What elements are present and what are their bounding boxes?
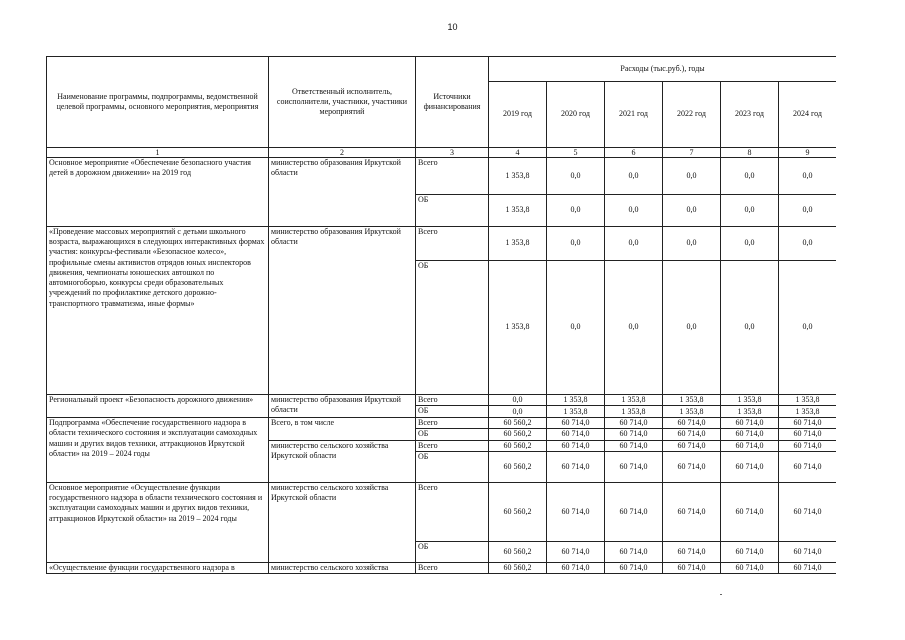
row-value: 60 714,0 xyxy=(547,429,605,440)
row-value: 0,0 xyxy=(663,227,721,261)
row-value: 60 714,0 xyxy=(721,451,779,482)
row-value: 0,0 xyxy=(489,395,547,406)
row-value: 1 353,8 xyxy=(605,406,663,418)
column-index: 6 xyxy=(605,148,663,158)
row-source: ОБ xyxy=(416,451,489,482)
row-value: 60 714,0 xyxy=(721,440,779,451)
row-value: 60 714,0 xyxy=(779,429,837,440)
row-value: 0,0 xyxy=(721,158,779,195)
row-value: 0,0 xyxy=(721,195,779,227)
column-index: 4 xyxy=(489,148,547,158)
row-value: 60 714,0 xyxy=(547,440,605,451)
row-value: 0,0 xyxy=(547,227,605,261)
header-year: 2022 год xyxy=(663,82,721,148)
row-source: ОБ xyxy=(416,429,489,440)
row-name: Основное мероприятие «Осуществление функции государственного надзора в области технического состояния и эксплуатации самоходных машин и других видов техники, аттракционов Иркутской области» на 2019 – 2024 годы xyxy=(47,482,269,562)
row-source: Всего xyxy=(416,158,489,195)
row-value: 0,0 xyxy=(721,261,779,395)
header-expenses: Расходы (тыс.руб.), годы xyxy=(489,57,837,82)
row-value: 60 714,0 xyxy=(779,418,837,429)
row-executor: министерство сельского хозяйства Иркутской области xyxy=(269,482,416,562)
row-value: 60 714,0 xyxy=(663,562,721,573)
row-value: 1 353,8 xyxy=(663,406,721,418)
header-year: 2021 год xyxy=(605,82,663,148)
row-value: 60 714,0 xyxy=(721,482,779,541)
header-row xyxy=(47,57,837,82)
column-index: 9 xyxy=(779,148,837,158)
row-value: 60 560,2 xyxy=(489,541,547,562)
column-index: 2 xyxy=(269,148,416,158)
row-value: 0,0 xyxy=(605,158,663,195)
row-value: 0,0 xyxy=(663,261,721,395)
row-executor: министерство сельского хозяйства xyxy=(269,562,416,573)
row-value: 60 714,0 xyxy=(663,429,721,440)
row-value: 0,0 xyxy=(605,261,663,395)
row-value: 0,0 xyxy=(547,195,605,227)
row-source: Всего xyxy=(416,482,489,541)
row-value: 60 714,0 xyxy=(605,418,663,429)
row-value: 1 353,8 xyxy=(721,395,779,406)
row-value: 0,0 xyxy=(721,227,779,261)
column-index-row xyxy=(47,148,837,158)
row-value: 1 353,8 xyxy=(605,395,663,406)
row-value: 60 714,0 xyxy=(547,562,605,573)
header-source: Источники финансирования xyxy=(416,57,489,148)
row-source: Всего xyxy=(416,440,489,451)
row-value: 60 560,2 xyxy=(489,562,547,573)
row-value: 1 353,8 xyxy=(547,406,605,418)
table-row xyxy=(47,482,837,541)
row-source: ОБ xyxy=(416,541,489,562)
row-value: 0,0 xyxy=(779,158,837,195)
row-value: 0,0 xyxy=(779,227,837,261)
row-value: 60 714,0 xyxy=(547,541,605,562)
table-row xyxy=(47,562,837,573)
row-source: Всего xyxy=(416,562,489,573)
column-index: 5 xyxy=(547,148,605,158)
row-source: Всего xyxy=(416,227,489,261)
row-value: 60 714,0 xyxy=(605,429,663,440)
header-name: Наименование программы, подпрограммы, ведомственной целевой программы, основного мероприятия, мероприятия xyxy=(47,57,269,148)
row-value: 60 714,0 xyxy=(663,418,721,429)
column-index: 1 xyxy=(47,148,269,158)
row-value: 60 714,0 xyxy=(605,562,663,573)
table-row xyxy=(47,418,837,429)
row-name: Региональный проект «Безопасность дорожного движения» xyxy=(47,395,269,418)
row-name: «Осуществление функции государственного надзора в xyxy=(47,562,269,573)
header-year: 2019 год xyxy=(489,82,547,148)
row-name: Подпрограмма «Обеспечение государственного надзора в области технического состояния и эксплуатации самоходных машин и других видов техники, аттракционов Иркутской области» на 2019 – 2024 годы xyxy=(47,418,269,483)
row-value: 0,0 xyxy=(605,227,663,261)
column-index: 3 xyxy=(416,148,489,158)
row-source: ОБ xyxy=(416,406,489,418)
row-value: 1 353,8 xyxy=(779,395,837,406)
row-value: 60 714,0 xyxy=(779,541,837,562)
row-value: 60 714,0 xyxy=(605,440,663,451)
row-value: 60 560,2 xyxy=(489,482,547,541)
row-value: 1 353,8 xyxy=(547,395,605,406)
row-source: ОБ xyxy=(416,261,489,395)
table-row xyxy=(47,227,837,261)
row-value: 60 714,0 xyxy=(721,562,779,573)
row-executor: министерство образования Иркутской области xyxy=(269,158,416,227)
row-value: 0,0 xyxy=(663,158,721,195)
budget-sheet xyxy=(46,56,836,592)
row-value: 0,0 xyxy=(547,261,605,395)
row-value: 60 714,0 xyxy=(605,482,663,541)
page-number: 10 xyxy=(447,22,458,32)
row-value: 0,0 xyxy=(663,195,721,227)
row-value: 60 714,0 xyxy=(721,541,779,562)
row-value: 60 714,0 xyxy=(663,440,721,451)
header-year: 2023 год xyxy=(721,82,779,148)
header-year: 2024 год xyxy=(779,82,837,148)
row-executor: Всего, в том числе xyxy=(269,418,416,440)
row-value: 60 714,0 xyxy=(779,482,837,541)
row-value: 1 353,8 xyxy=(779,406,837,418)
row-executor: министерство образования Иркутской области xyxy=(269,395,416,418)
row-value: 1 353,8 xyxy=(489,158,547,195)
row-name: «Проведение массовых мероприятий с детьми школьного возраста, выражающихся в следующих интерактивных формах участия: конкурсы-фестивали «Безопасное колесо», профильные смены активистов отрядов юных инспекторов движения, чемпионаты юношеских автошкол по автомногоборью, конкурсы среди образовательных учреждений по профилактике детского дорожно-транспортного травматизма, иные формы» xyxy=(47,227,269,395)
row-value: 60 714,0 xyxy=(547,482,605,541)
row-value: 60 714,0 xyxy=(663,482,721,541)
row-value: 60 714,0 xyxy=(663,451,721,482)
row-value: 60 560,2 xyxy=(489,451,547,482)
row-value: 60 714,0 xyxy=(721,418,779,429)
row-name: Основное мероприятие «Обеспечение безопасного участия детей в дорожном движении» на 2019 год xyxy=(47,158,269,227)
row-value: 60 714,0 xyxy=(547,418,605,429)
budget-table xyxy=(46,56,836,574)
row-value: 60 714,0 xyxy=(547,451,605,482)
row-source: ОБ xyxy=(416,195,489,227)
row-value: 1 353,8 xyxy=(489,261,547,395)
row-value: 0,0 xyxy=(547,158,605,195)
table-row xyxy=(47,395,837,406)
header-year: 2020 год xyxy=(547,82,605,148)
table-row xyxy=(47,158,837,195)
row-value: 1 353,8 xyxy=(721,406,779,418)
scan-speck xyxy=(720,594,722,595)
row-value: 60 560,2 xyxy=(489,440,547,451)
row-value: 1 353,8 xyxy=(489,195,547,227)
row-value: 1 353,8 xyxy=(489,227,547,261)
row-source: Всего xyxy=(416,418,489,429)
column-index: 8 xyxy=(721,148,779,158)
row-value: 0,0 xyxy=(605,195,663,227)
row-value: 1 353,8 xyxy=(663,395,721,406)
row-value: 0,0 xyxy=(779,261,837,395)
row-source: Всего xyxy=(416,395,489,406)
row-value: 0,0 xyxy=(489,406,547,418)
row-value: 60 560,2 xyxy=(489,429,547,440)
row-value: 0,0 xyxy=(779,195,837,227)
row-executor: министерство сельского хозяйства Иркутской области xyxy=(269,440,416,482)
row-value: 60 714,0 xyxy=(605,451,663,482)
row-value: 60 714,0 xyxy=(779,440,837,451)
row-value: 60 714,0 xyxy=(779,562,837,573)
row-value: 60 714,0 xyxy=(605,541,663,562)
row-executor: министерство образования Иркутской области xyxy=(269,227,416,395)
column-index: 7 xyxy=(663,148,721,158)
row-value: 60 714,0 xyxy=(779,451,837,482)
header-executor: Ответственный исполнитель, соисполнители, участники, участники мероприятий xyxy=(269,57,416,148)
row-value: 60 560,2 xyxy=(489,418,547,429)
row-value: 60 714,0 xyxy=(721,429,779,440)
row-value: 60 714,0 xyxy=(663,541,721,562)
